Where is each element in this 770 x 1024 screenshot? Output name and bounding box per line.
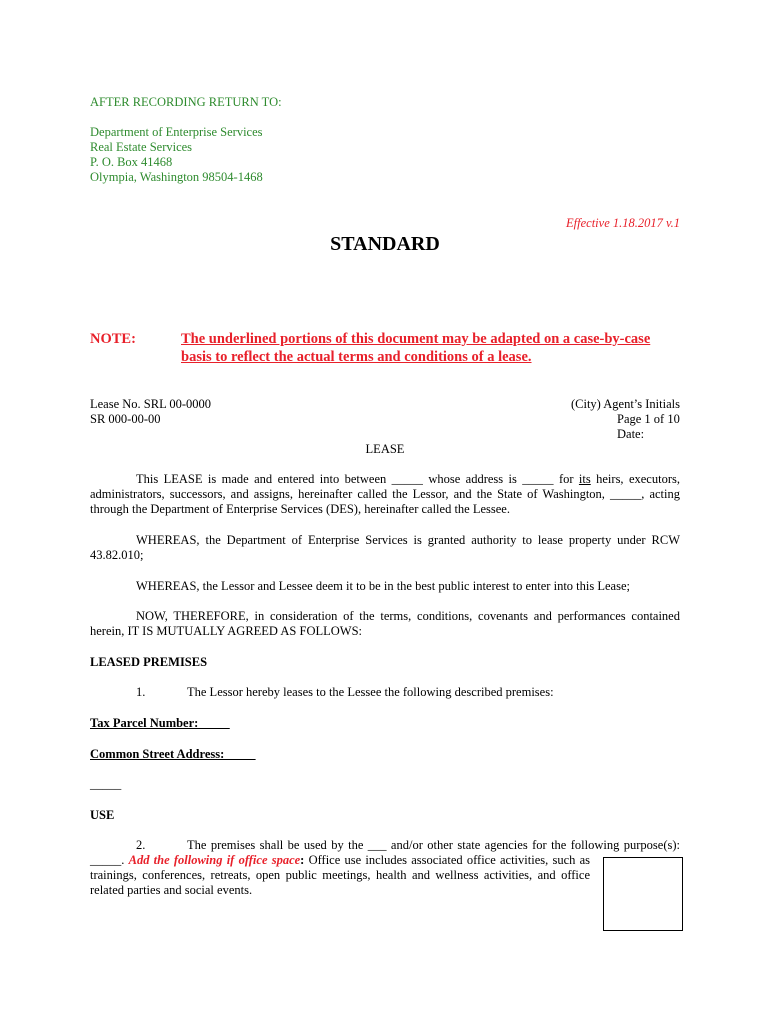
use-line2-rest: Office use includes associated office activities, such as [304,853,591,867]
note-line-2: basis to reflect the actual terms and conditions of a lease. [181,349,532,365]
whereas2: WHEREAS, the Lessor and Lessee deem it to be in the best public interest to enter into this Lease; [136,579,630,593]
section-2-number: 2. [136,838,146,852]
para1-line1 [136,471,680,487]
address-line-3: P. O. Box 41468 [90,155,173,169]
para1-its: its [578,472,591,486]
address-blank: _____ [90,777,122,791]
use-line2 [90,852,590,868]
para1-line3: through the Department of Enterprise Services (DES), hereinafter called the Lessee. [90,502,510,516]
use-office-space-note: Add the following if office space [128,853,301,867]
use-line2-blank: _____. [90,853,129,867]
sr-number: SR 000-00-00 [90,412,161,426]
effective-date: Effective 1.18.2017 v.1 [566,216,680,230]
address-line-4: Olympia, Washington 98504-1468 [90,170,263,184]
para1-line2: administrators, successors, and assigns, hereinafter called the Lessor, and the State of Washington, _____, acting [90,487,680,501]
use-line2-colon: : [300,853,305,867]
now-therefore-line1: NOW, THEREFORE, in consideration of the terms, conditions, covenants and performances contained [136,609,680,623]
use-line3: trainings, conferences, retreats, open public meetings, health and wellness activities, and office [90,868,590,882]
common-street-address: Common Street Address:_____ [90,747,256,761]
note-line-1: The underlined portions of this document may be adapted on a case-by-case [181,331,651,347]
use-line4: related parties and social events. [90,883,253,897]
document-title: STANDARD [330,233,440,255]
now-therefore-line2: herein, IT IS MUTUALLY AGREED AS FOLLOWS: [90,624,362,638]
leased-premises-heading: LEASED PREMISES [90,655,208,669]
tax-parcel-number: Tax Parcel Number:_____ [90,716,230,730]
lease-number: Lease No. SRL 00-0000 [90,397,212,411]
address-line-2: Real Estate Services [90,140,193,154]
note-label: NOTE: [90,331,136,347]
para1-line1-a: This LEASE is made and entered into between _____ whose address is _____ for [136,472,579,486]
initials-box[interactable] [603,857,683,931]
return-heading: AFTER RECORDING RETURN TO: [90,95,282,109]
lease-heading: LEASE [365,442,405,456]
use-line1: The premises shall be used by the ___ and/or other state agencies for the following purpose(s): [187,838,680,852]
section-1-number: 1. [136,685,146,699]
para1-line1-b: heirs, executors, [590,472,680,486]
address-line-1: Department of Enterprise Services [90,125,263,139]
date-label: Date: [617,427,645,441]
use-heading: USE [90,808,115,822]
section-1-text: The Lessor hereby leases to the Lessee the following described premises: [187,685,554,699]
whereas1-line1: WHEREAS, the Department of Enterprise Services is granted authority to lease property under RCW [136,533,680,547]
page-number: Page 1 of 10 [617,412,680,426]
agent-initials: (City) Agent’s Initials [570,397,680,411]
whereas1-line2: 43.82.010; [90,548,144,562]
